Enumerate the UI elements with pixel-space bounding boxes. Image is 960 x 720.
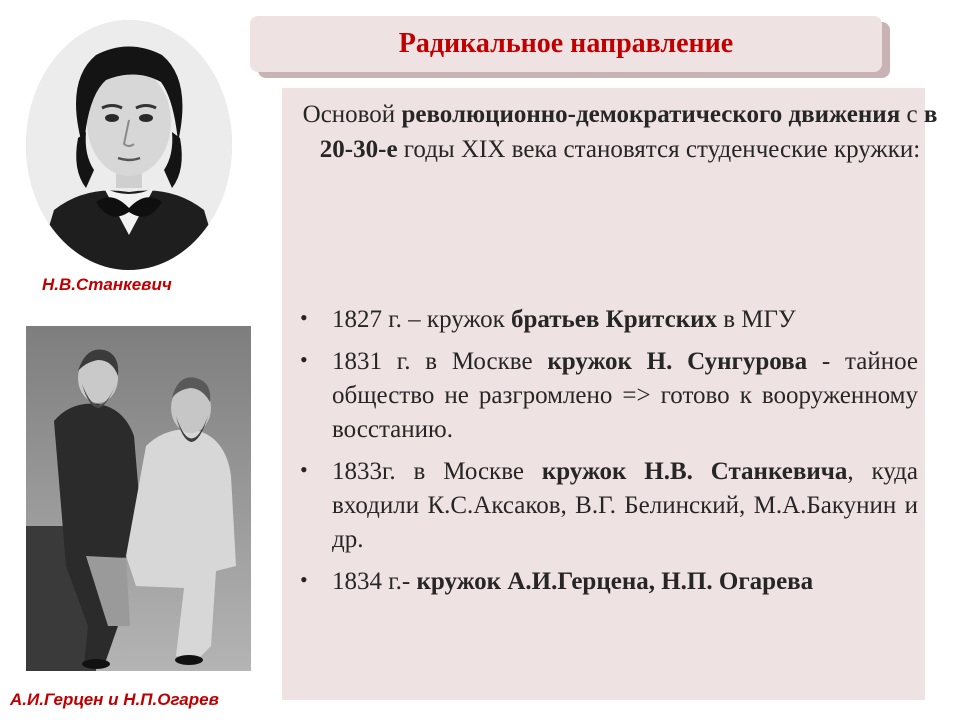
portrait-stankevich-image	[26, 20, 232, 270]
bullet-icon: •	[300, 457, 308, 482]
bullet-icon: •	[300, 305, 308, 330]
list-item	[300, 345, 918, 447]
portrait-stankevich	[26, 20, 232, 270]
list-item-bold: кружок Н. Сунгурова	[547, 348, 808, 375]
list-item	[300, 455, 918, 557]
intro-text-1: Основой	[302, 101, 402, 128]
intro-text-2: с	[900, 101, 924, 128]
list-item-text: - тайное общество не разгромлено => готово к вооруженному восстанию.	[332, 348, 919, 443]
list-item-text: в МГУ	[717, 306, 796, 333]
photo-herzen-ogarev-image	[26, 326, 251, 671]
intro-text-3: годы XIX века становятся студенческие кружки:	[397, 135, 921, 163]
list-item-bold: кружок А.И.Герцена, Н.П. Огарева	[416, 568, 814, 595]
list-item-text: 1831 г. в Москве	[332, 348, 548, 375]
list-item-text: 1834 г.-	[332, 568, 417, 595]
list-item	[300, 565, 918, 599]
list-item-text: 1833г. в Москве	[332, 458, 542, 485]
title-banner	[250, 16, 882, 72]
intro-paragraph	[300, 98, 940, 167]
page-title: Радикальное направление	[398, 28, 734, 59]
list-item-bold: братьев Критских	[510, 306, 717, 333]
bullet-icon: •	[300, 567, 308, 592]
list-item-bold: кружок Н.В. Станкевича	[541, 458, 848, 485]
photo-herzen-ogarev	[26, 326, 251, 671]
intro-bold-1: революционно-демократического движения	[401, 101, 901, 128]
bullet-icon: •	[300, 347, 308, 372]
list-item-text: 1827 г. – кружок	[332, 306, 511, 333]
circles-list	[300, 303, 918, 607]
list-item	[300, 303, 918, 337]
list-item-text: , куда входили К.С.Аксаков, В.Г. Белинский, М.А.Бакунин и др.	[332, 458, 918, 553]
intro-bold-2: в 20-30-е	[319, 101, 938, 163]
caption-herzen-ogarev: А.И.Герцен и Н.П.Огарев	[10, 690, 219, 709]
caption-stankevich: Н.В.Станкевич	[42, 275, 172, 294]
